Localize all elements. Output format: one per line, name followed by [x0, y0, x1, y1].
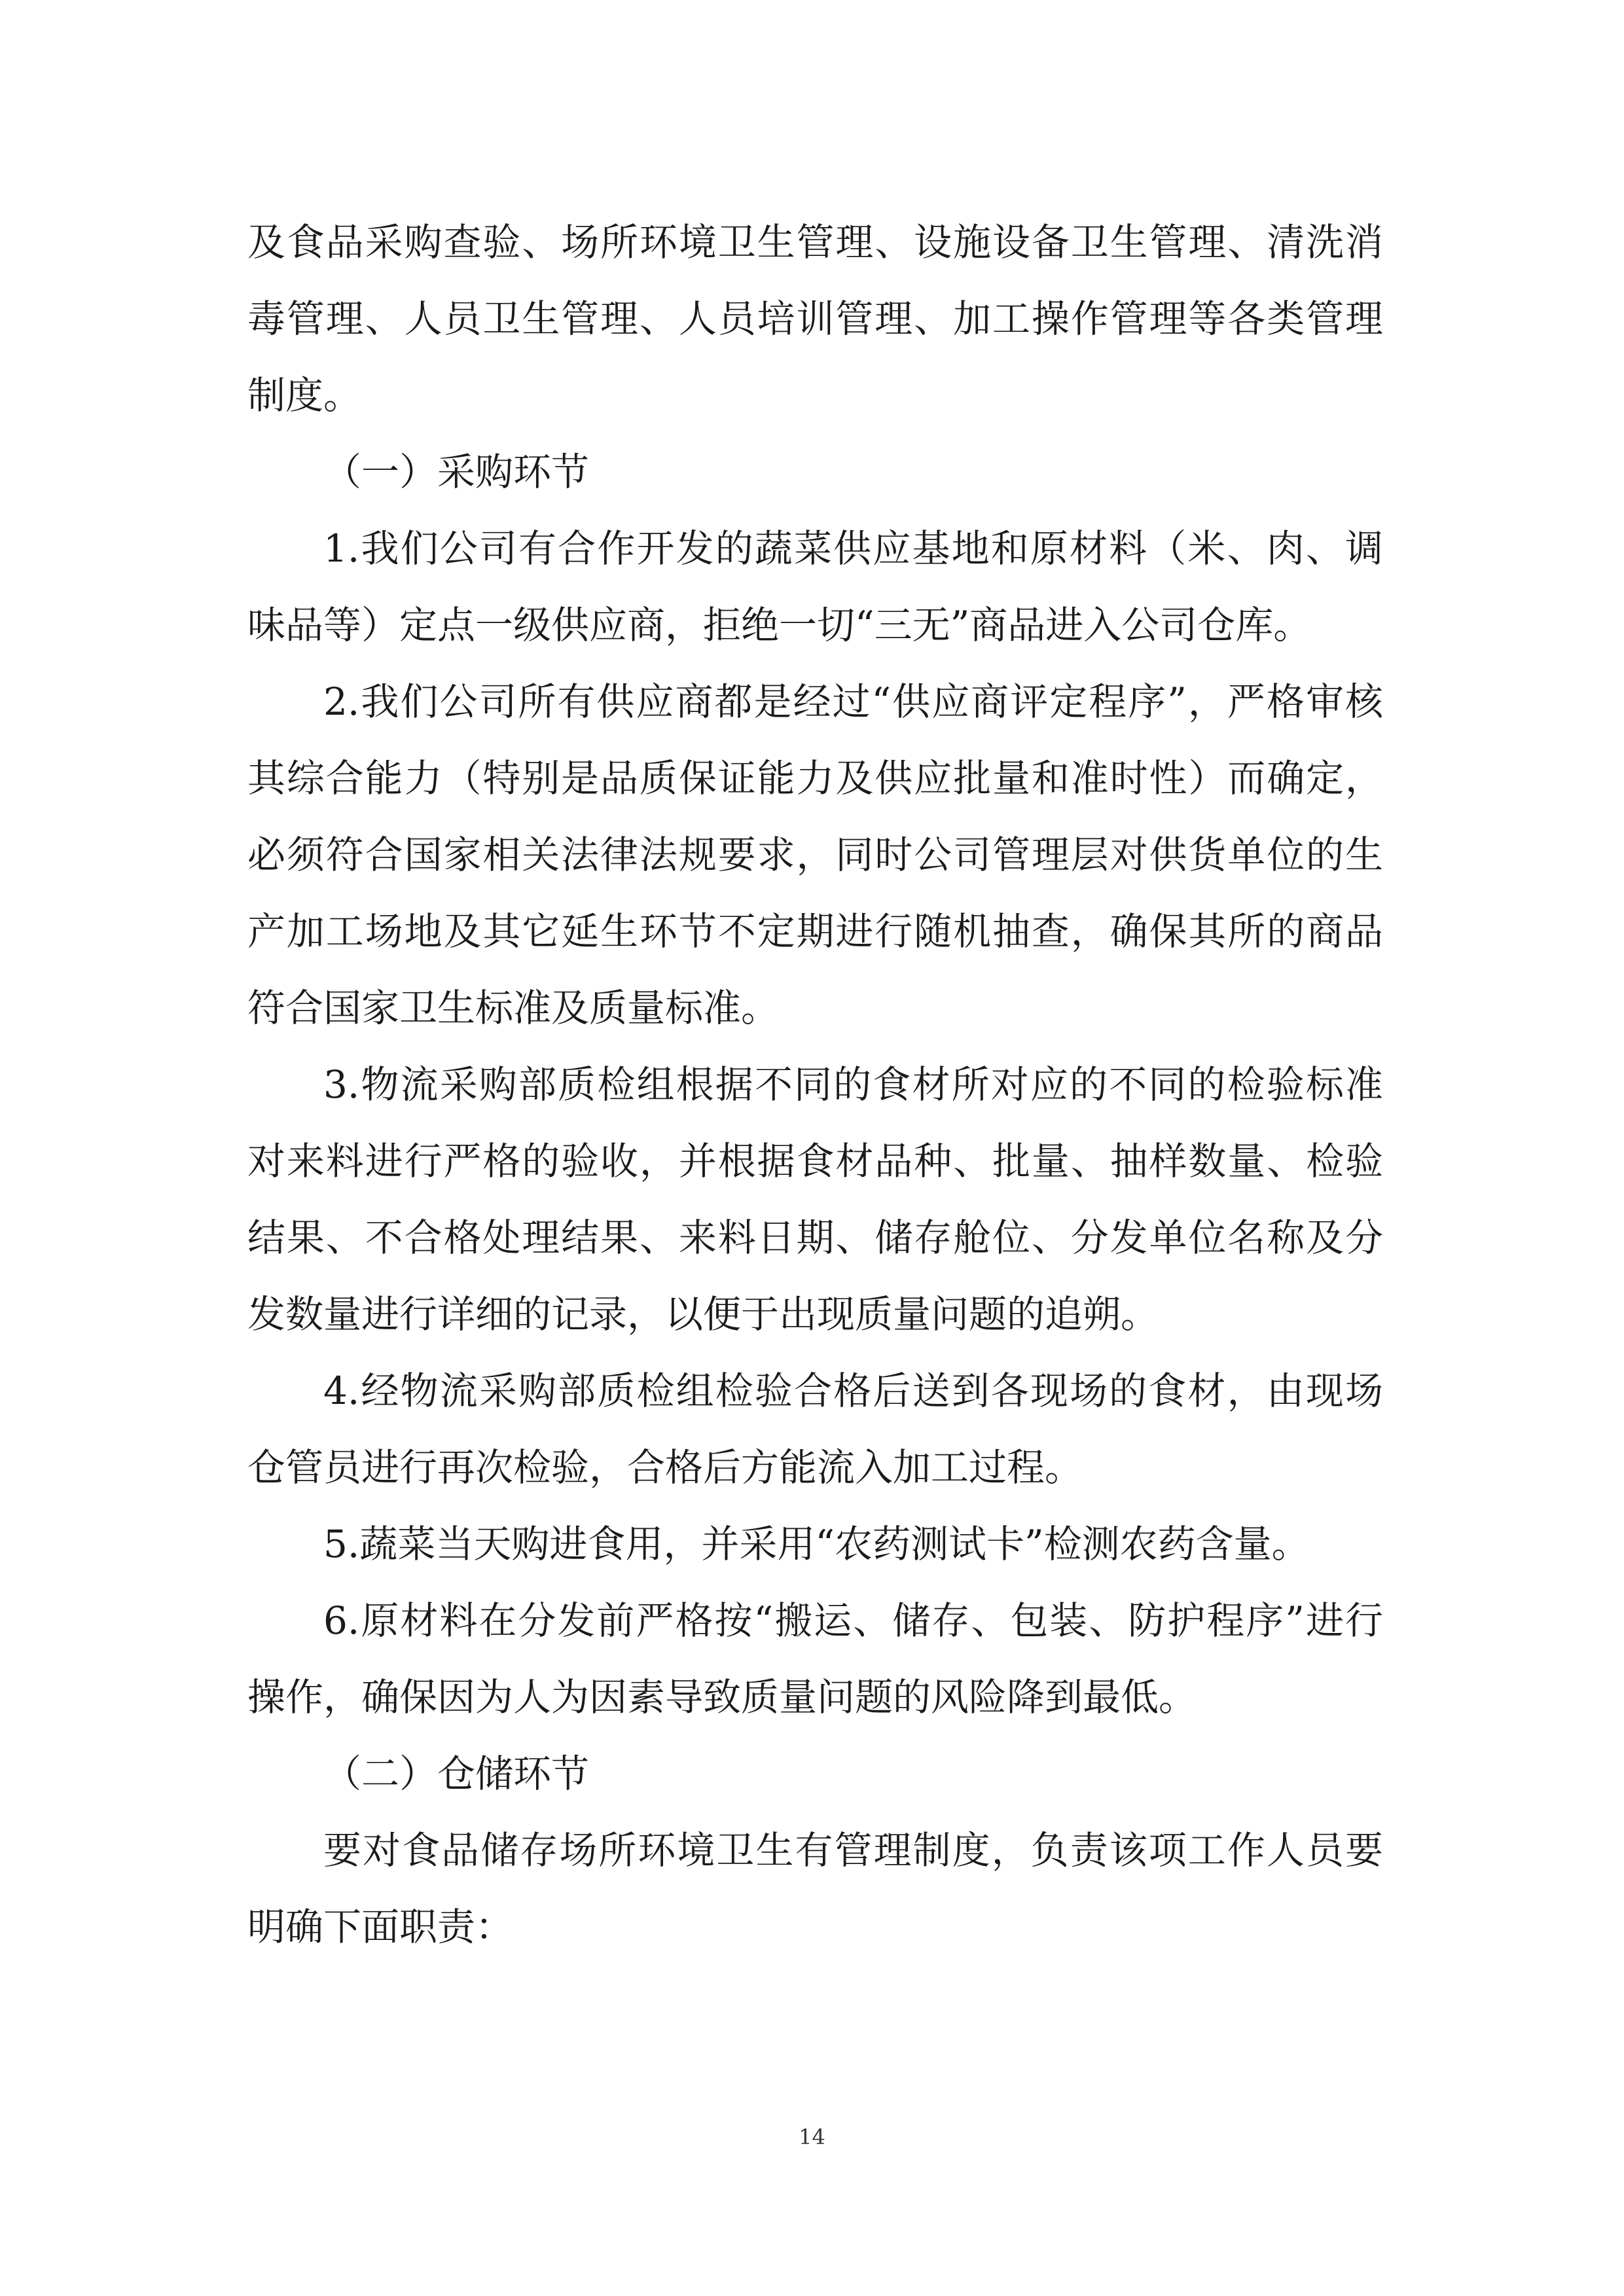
- section-heading-procurement: （一）采购环节: [323, 450, 590, 494]
- paragraph-management-systems: 及食品采购查验、场所环境卫生管理、设施设备卫生管理、清洗消毒管理、人员卫生管理、人员培训管理、加工操作管理等各类管理制度。: [247, 220, 1383, 418]
- paragraph-item-5: 5.蔬菜当天购进食用，并采用“农药测试卡”检测农药含量。: [323, 1522, 1310, 1566]
- document-body: [247, 204, 1383, 1965]
- section-heading-storage: （二）仓储环节: [323, 1751, 590, 1796]
- paragraph-item-1: 1.我们公司有合作开发的蔬菜供应基地和原材料（米、肉、调味品等）定点一级供应商，拒绝一切“三无”商品进入公司仓库。: [247, 526, 1383, 647]
- paragraph-item-4: 4.经物流采购部质检组检验合格后送到各现场的食材，由现场仓管员进行再次检验，合格后方能流入加工过程。: [247, 1369, 1383, 1490]
- paragraph-item-6: 6.原材料在分发前严格按“搬运、储存、包装、防护程序”进行操作，确保因为人为因素导致质量问题的风险降到最低。: [247, 1598, 1383, 1719]
- paragraph-item-2: 2.我们公司所有供应商都是经过“供应商评定程序”，严格审核其综合能力（特别是品质保证能力及供应批量和准时性）而确定，必须符合国家相关法律法规要求，同时公司管理层对供货单位的生产加工场地及其它延生环节不定期进行随机抽查，确保其所的商品符合国家卫生标准及质量标准。: [247, 679, 1383, 1030]
- page-number: 14: [799, 2125, 825, 2149]
- paragraph-storage-duties: 要对食品储存场所环境卫生有管理制度，负责该项工作人员要明确下面职责：: [247, 1828, 1383, 1949]
- paragraph-item-3: 3.物流采购部质检组根据不同的食材所对应的不同的检验标准对来料进行严格的验收，并根据食材品种、批量、抽样数量、检验结果、不合格处理结果、来料日期、储存舱位、分发单位名称及分发数量进行详细的记录，以便于出现质量问题的追朔。: [247, 1062, 1383, 1336]
